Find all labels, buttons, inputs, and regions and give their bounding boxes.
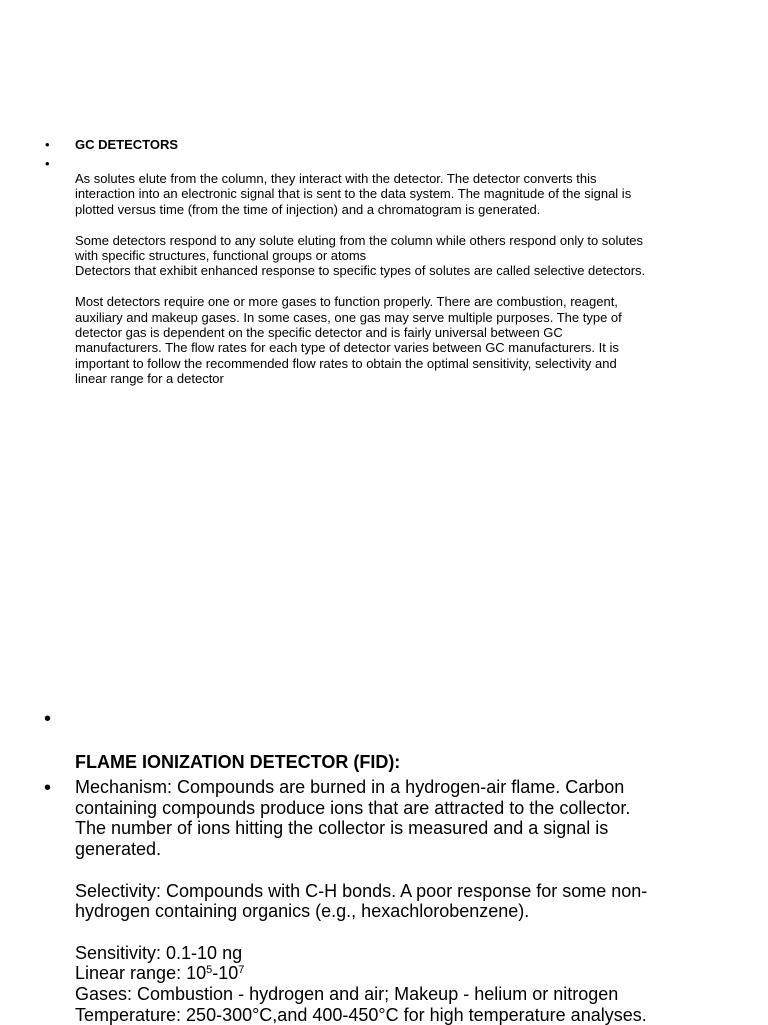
temperature-line: Temperature: 250-300°C,and 400-450°C for high temperature analyses. [75,1004,647,1025]
body-line: with specific structures, functional groups or atoms [75,248,367,264]
body-line: important to follow the recommended flow rates to obtain the optimal sensitivity, selectivity and [75,355,617,371]
slide-gc-detectors [0,0,768,512]
bullet-body: • [45,156,50,171]
body-line: Mechanism: Compounds are burned in a hydrogen-air flame. Carbon [75,777,625,797]
bullet-heading: • [45,137,50,152]
slide1-body [75,171,735,387]
body-line: manufacturers. The flow rates for each type of detector varies between GC manufacturers. It is [75,340,619,356]
body-line: As solutes elute from the column, they interact with the detector. The detector converts this [75,171,597,186]
body-line: auxiliary and makeup gases. In some cases, one gas may serve multiple purposes. The type of [75,309,622,325]
slide2-body [75,777,755,1025]
body-line: containing compounds produce ions that are attracted to the collector. [75,797,631,818]
body-line: hydrogen containing organics (e.g., hexachlorobenzene). [75,901,530,922]
slide-fid [0,512,768,1024]
body-line: Selectivity: Compounds with C-H bonds. A poor response for some non- [75,880,648,901]
body-line: Most detectors require one or more gases to function properly. There are combustion, reagent, [75,294,618,310]
body-line: detector gas is dependent on the specific detector and is fairly universal between GC [75,325,563,341]
bullet-empty: • [44,708,52,730]
body-line: Detectors that exhibit enhanced response to specific types of solutes are called selective detectors. [75,263,646,279]
body-line: interaction into an electronic signal that is sent to the data system. The magnitude of the signal is [75,186,632,202]
bullet-mechanism: • [44,777,52,799]
slide2-heading: FLAME IONIZATION DETECTOR (FID): [75,752,401,772]
linear-range-line: Linear range: $10^5-10^7$ [75,963,245,984]
slide1-heading: GC DETECTORS [75,137,179,152]
body-line: Some detectors respond to any solute eluting from the column while others respond only to solutes [75,232,643,248]
gases-line: Gases: Combustion - hydrogen and air; Makeup - helium or nitrogen [75,984,619,1004]
sensitivity-line: Sensitivity: 0.1-10 ng [75,942,243,963]
body-line: The number of ions hitting the collector is measured and a signal is [75,818,609,839]
body-line: plotted versus time (from the time of injection) and a chromatogram is generated. [75,201,541,217]
body-line: generated. [75,839,162,860]
body-line: linear range for a detector [75,371,224,387]
